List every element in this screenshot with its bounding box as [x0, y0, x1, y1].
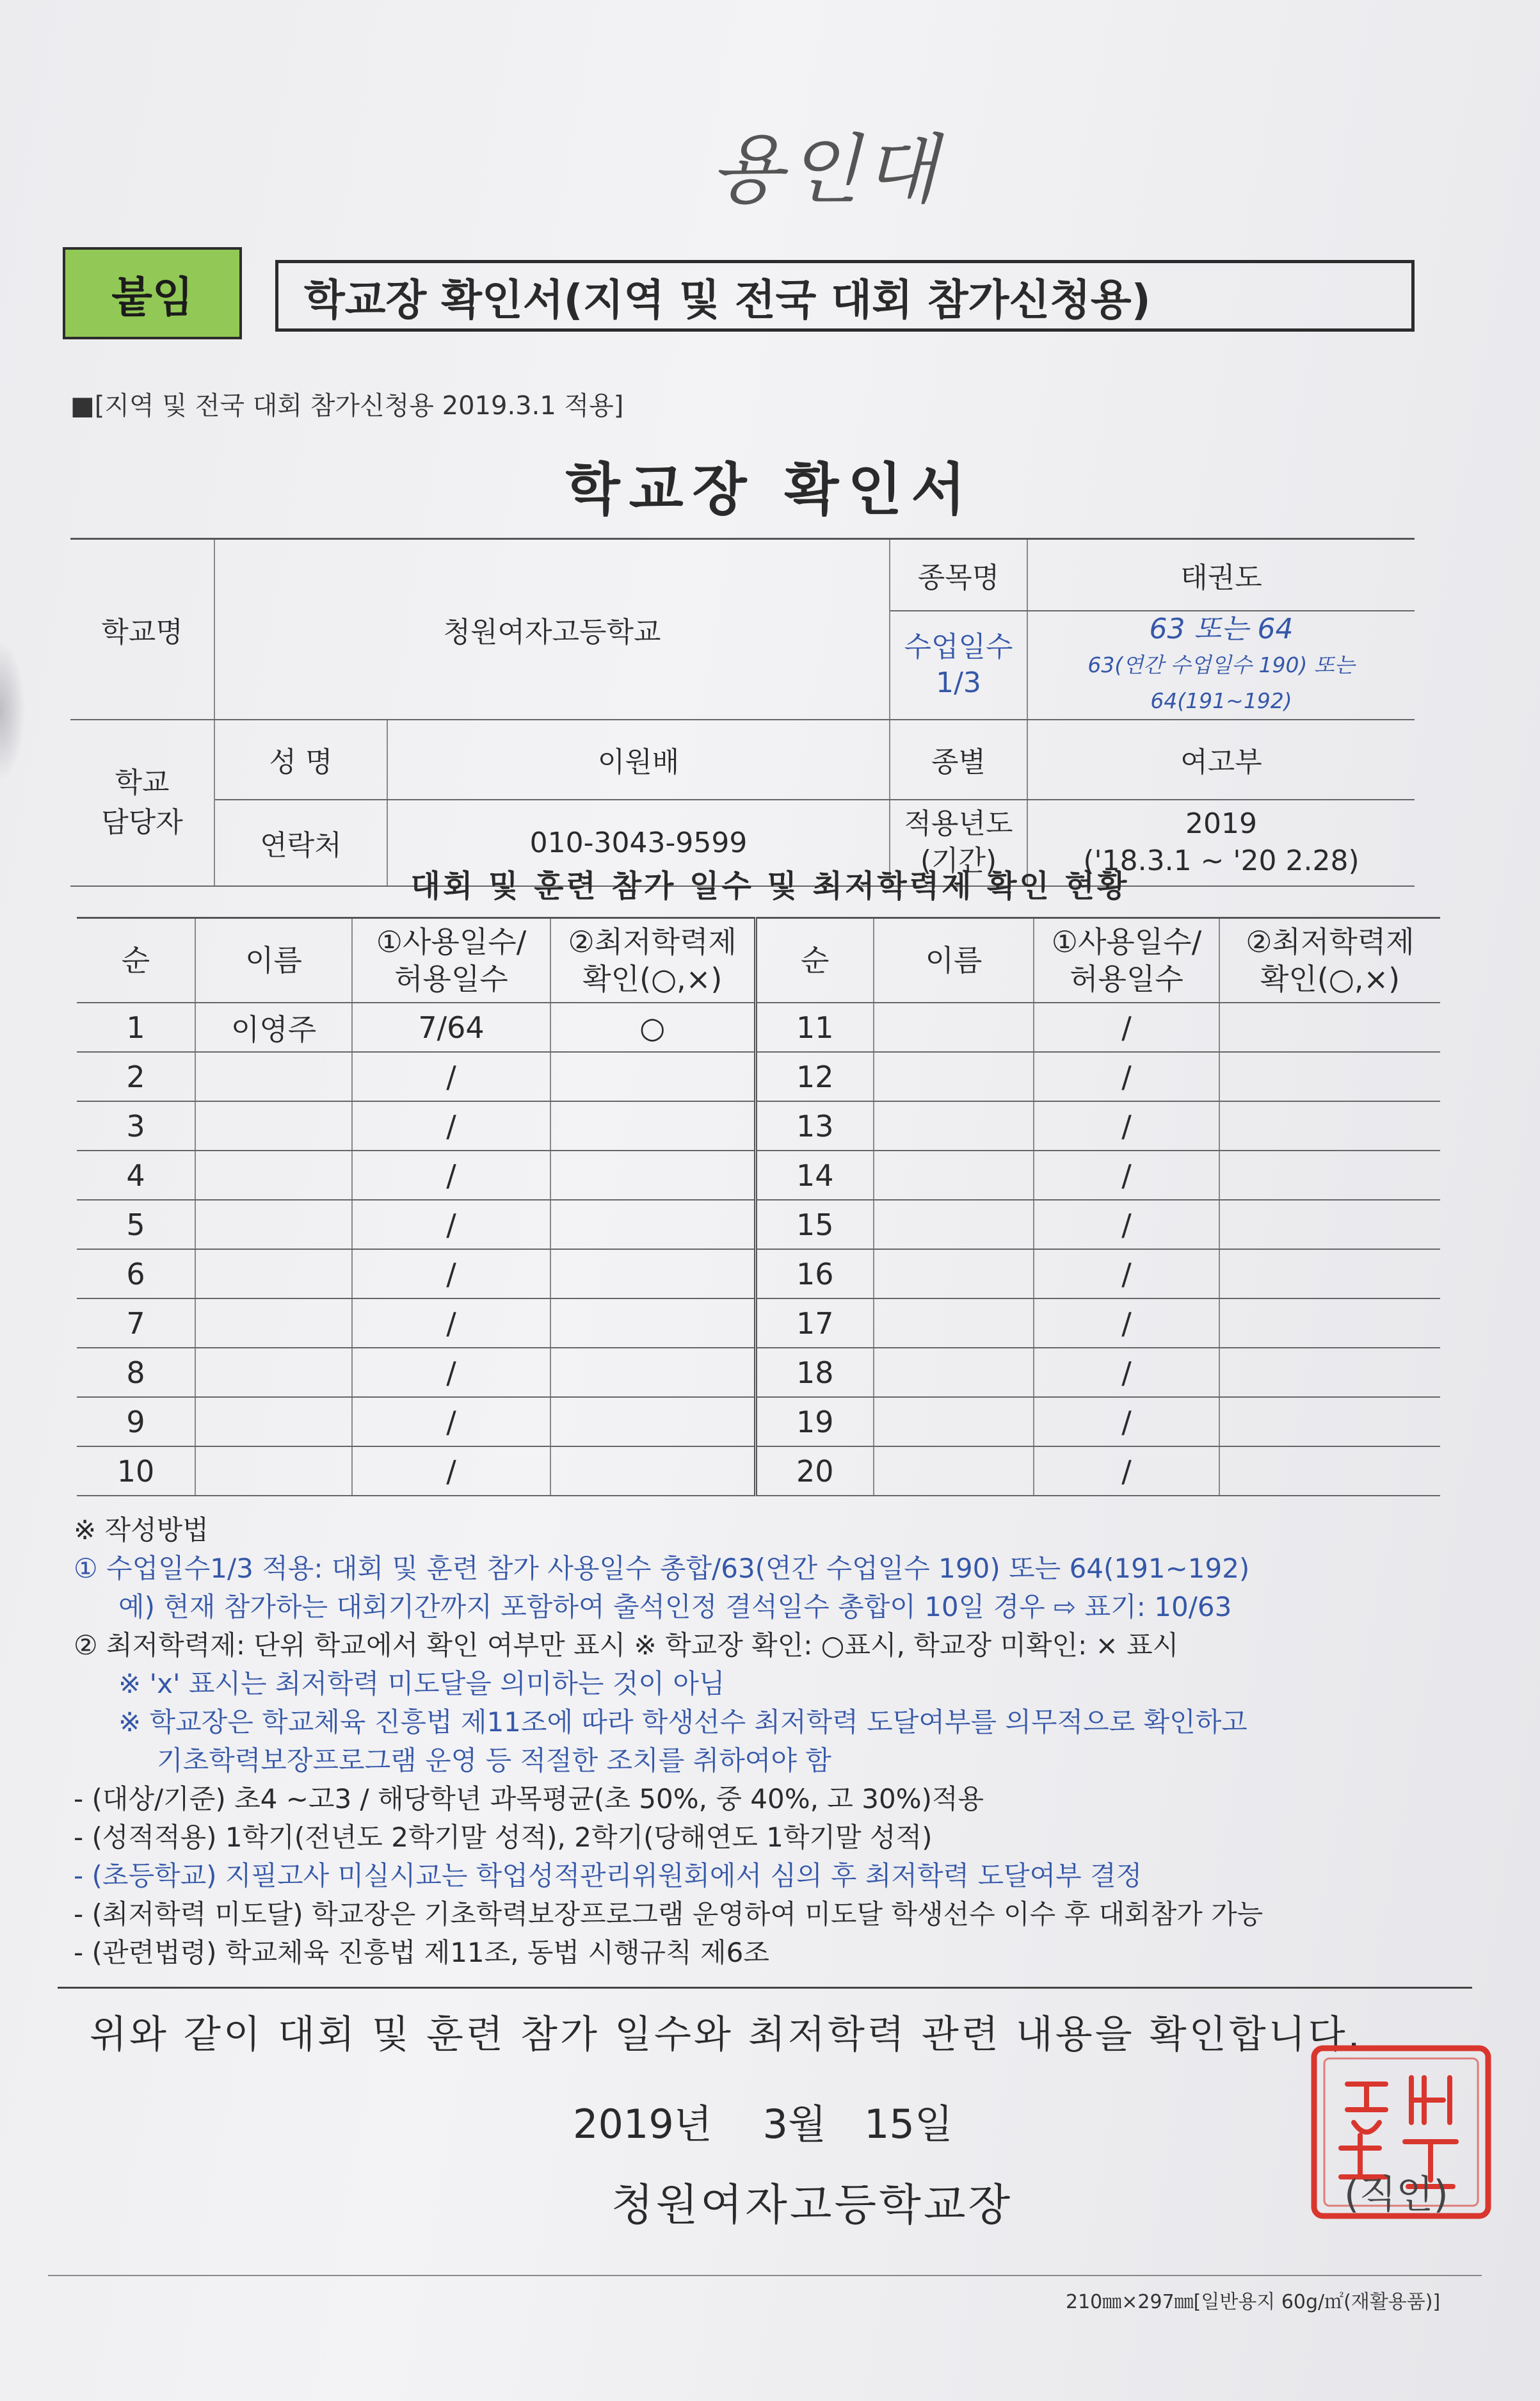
min-check — [1219, 1348, 1440, 1397]
footer-line — [48, 2275, 1482, 2276]
participant-row — [77, 1348, 1440, 1397]
row-number: 6 — [77, 1249, 195, 1298]
name-label: 성 명 — [214, 720, 387, 800]
participant-name — [874, 1200, 1034, 1249]
header-days-line1: ①사용일수/ — [376, 925, 527, 959]
row-number: 1 — [77, 1003, 195, 1052]
section-title: 대회 및 훈련 참가 일수 및 최저학력제 확인 현황 — [410, 868, 1130, 904]
days-used: / — [352, 1446, 550, 1496]
min-check — [1219, 1249, 1440, 1298]
participant-name: 이영주 — [195, 1003, 352, 1052]
days-used: / — [352, 1249, 550, 1298]
school-label: 학교명 — [70, 539, 214, 720]
days-used: / — [1034, 1101, 1219, 1151]
min-check — [1219, 1052, 1440, 1101]
row-number: 14 — [755, 1151, 874, 1200]
header-name-left: 이름 — [195, 918, 352, 1003]
min-check — [550, 1446, 755, 1496]
participant-name — [874, 1397, 1034, 1446]
year-label-line1: 적용년도 — [904, 807, 1013, 840]
header-days-line2: 허용일수 — [1070, 962, 1183, 996]
participant-name — [195, 1052, 352, 1101]
days-used: / — [1034, 1249, 1219, 1298]
detail-4: - (최저학력 미도달) 학교장은 기초학력보장프로그램 운영하여 미도달 학생선수 이수 후 대회참가 가능 — [74, 1898, 1263, 1930]
row-number: 3 — [77, 1101, 195, 1151]
participant-name — [874, 1446, 1034, 1496]
handwritten-note: 용인대 — [710, 125, 941, 214]
days-label-line1: 수업일수 — [904, 630, 1013, 663]
min-check — [550, 1397, 755, 1446]
participant-row — [77, 1200, 1440, 1249]
days-used: / — [1034, 1200, 1219, 1249]
paper-spec-footer: 210㎜×297㎜[일반용지 60g/㎡(재활용품)] — [1066, 2291, 1441, 2313]
category-value: 여고부 — [1027, 720, 1415, 800]
days-used: / — [352, 1200, 550, 1249]
instructions — [74, 1511, 1482, 1972]
note-1a: ① 수업일수1/3 적용: 대회 및 훈련 참가 사용일수 총합/63(연간 수업일수 190) 또는 64(191~192) — [74, 1553, 1250, 1584]
row-number: 5 — [77, 1200, 195, 1249]
school-name: 청원여자고등학교 — [214, 539, 890, 720]
participant-row — [77, 1052, 1440, 1101]
header-min-right — [1219, 918, 1440, 1003]
header-title: 학교장 확인서(지역 및 전국 대회 참가신청용) — [275, 260, 1415, 332]
min-check — [1219, 1200, 1440, 1249]
form-subheader: ■[지역 및 전국 대회 참가신청용 2019.3.1 적용] — [70, 391, 624, 421]
header-days-left — [352, 918, 550, 1003]
min-check — [1219, 1003, 1440, 1052]
header-min-left — [550, 918, 755, 1003]
row-number: 15 — [755, 1200, 874, 1249]
attachment-badge: 붙임 — [63, 247, 242, 339]
row-number: 17 — [755, 1298, 874, 1348]
manager-label-line1: 학교 — [115, 766, 170, 799]
participant-name — [195, 1348, 352, 1397]
participant-name — [874, 1052, 1034, 1101]
min-check — [550, 1151, 755, 1200]
name-value: 이원배 — [387, 720, 890, 800]
days-used: / — [1034, 1003, 1219, 1052]
header-name-right: 이름 — [874, 918, 1034, 1003]
header-no-right: 순 — [755, 918, 874, 1003]
divider-line — [58, 1987, 1472, 1989]
participant-name — [874, 1348, 1034, 1397]
participant-name — [874, 1003, 1034, 1052]
participant-row — [77, 1397, 1440, 1446]
detail-5: - (관련법령) 학교체육 진흥법 제11조, 동법 시행규칙 제6조 — [74, 1937, 769, 1968]
info-table — [70, 538, 1415, 887]
days-used: / — [1034, 1151, 1219, 1200]
min-check: ○ — [550, 1003, 755, 1052]
header-days-right — [1034, 918, 1219, 1003]
category-label: 종별 — [890, 720, 1027, 800]
row-number: 16 — [755, 1249, 874, 1298]
header-min-line2: 확인(○,×) — [1260, 962, 1400, 996]
participants-table — [77, 917, 1440, 1496]
issue-date: 2019년 3월 15일 — [573, 2101, 953, 2147]
note-2c: ※ 학교장은 학교체육 진흥법 제11조에 따라 학생선수 최저학력 도달여부를 의무적으로 확인하고 — [118, 1706, 1247, 1738]
row-number: 19 — [755, 1397, 874, 1446]
days-used: / — [1034, 1348, 1219, 1397]
row-number: 7 — [77, 1298, 195, 1348]
participant-row — [77, 1151, 1440, 1200]
min-check — [550, 1101, 755, 1151]
header-days-line2: 허용일수 — [394, 962, 508, 996]
participant-name — [874, 1101, 1034, 1151]
notes-title: ※ 작성방법 — [74, 1514, 209, 1546]
participant-name — [874, 1151, 1034, 1200]
participant-row — [77, 1298, 1440, 1348]
min-check — [1219, 1446, 1440, 1496]
note-2b: ※ 'x' 표시는 최저학력 미도달을 의미하는 것이 아님 — [118, 1668, 725, 1699]
days-used: / — [1034, 1446, 1219, 1496]
days-value — [1027, 611, 1415, 720]
participant-name — [195, 1101, 352, 1151]
row-number: 12 — [755, 1052, 874, 1101]
header-min-line2: 확인(○,×) — [582, 962, 723, 996]
row-number: 4 — [77, 1151, 195, 1200]
page-shadow — [0, 640, 26, 781]
participant-name — [195, 1446, 352, 1496]
days-label — [890, 611, 1027, 720]
min-check — [550, 1200, 755, 1249]
min-check — [550, 1298, 755, 1348]
header-no-left: 순 — [77, 918, 195, 1003]
participant-row — [77, 1446, 1440, 1496]
days-value-line1: 63 또는 64 — [1149, 612, 1294, 645]
confirmation-text: 위와 같이 대회 및 훈련 참가 일수와 최저학력 관련 내용을 확인합니다. — [90, 2012, 1363, 2057]
participant-row — [77, 1101, 1440, 1151]
seal-label: (직인) — [1344, 2172, 1448, 2217]
days-used: / — [352, 1348, 550, 1397]
days-used: / — [352, 1052, 550, 1101]
days-label-line2: 1/3 — [936, 666, 981, 699]
days-used: / — [352, 1397, 550, 1446]
detail-1: - (대상/기준) 초4 ~고3 / 해당학년 과목평균(초 50%, 중 40%, 고 30%)적용 — [74, 1783, 984, 1815]
days-used: / — [352, 1101, 550, 1151]
min-check — [1219, 1151, 1440, 1200]
participant-name — [195, 1397, 352, 1446]
days-used: / — [352, 1298, 550, 1348]
days-used: / — [1034, 1298, 1219, 1348]
header-min-line1: ②최저학력제 — [568, 925, 737, 959]
row-number: 18 — [755, 1348, 874, 1397]
days-used: / — [352, 1151, 550, 1200]
note-1b: 예) 현재 참가하는 대회기간까지 포함하여 출석인정 결석일수 총합이 10일 경우 ⇨ 표기: 10/63 — [118, 1591, 1232, 1622]
min-check — [550, 1249, 755, 1298]
min-check — [1219, 1298, 1440, 1348]
row-number: 10 — [77, 1446, 195, 1496]
row-number: 11 — [755, 1003, 874, 1052]
days-value-line2: 63(연간 수업일수 190) 또는 64(191~192) — [1087, 652, 1355, 713]
participant-name — [195, 1298, 352, 1348]
period: ('18.3.1 ~ '20 2.28) — [1083, 845, 1360, 877]
participant-name — [195, 1151, 352, 1200]
row-number: 13 — [755, 1101, 874, 1151]
participant-name — [874, 1249, 1034, 1298]
sport-label: 종목명 — [890, 539, 1027, 611]
page-title: 학교장 확인서 — [565, 457, 975, 522]
year: 2019 — [1185, 807, 1257, 840]
min-check — [550, 1052, 755, 1101]
manager-label-line2: 담당자 — [101, 805, 183, 839]
header-days-line1: ①사용일수/ — [1051, 925, 1202, 959]
contact-label: 연락처 — [214, 800, 387, 886]
detail-2: - (성적적용) 1학기(전년도 2학기말 성적), 2학기(당해연도 1학기말 성적) — [74, 1822, 933, 1853]
year-label-line2: (기간) — [920, 845, 997, 877]
participant-name — [195, 1200, 352, 1249]
row-number: 20 — [755, 1446, 874, 1496]
detail-3: - (초등학교) 지필고사 미실시교는 학업성적관리위원회에서 심의 후 최저학력 도달여부 결정 — [74, 1860, 1143, 1891]
min-check — [550, 1348, 755, 1397]
participant-name — [874, 1298, 1034, 1348]
participant-row — [77, 1003, 1440, 1052]
sport-value: 태권도 — [1027, 539, 1415, 611]
days-used: / — [1034, 1052, 1219, 1101]
min-check — [1219, 1101, 1440, 1151]
days-used: 7/64 — [352, 1003, 550, 1052]
note-2d: 기초학력보장프로그램 운영 등 적절한 조치를 취하여야 함 — [157, 1745, 831, 1776]
note-2a: ② 최저학력제: 단위 학교에서 확인 여부만 표시 ※ 학교장 확인: ○표시, 학교장 미확인: × 표시 — [74, 1629, 1179, 1661]
participant-name — [195, 1249, 352, 1298]
row-number: 2 — [77, 1052, 195, 1101]
row-number: 8 — [77, 1348, 195, 1397]
participant-row — [77, 1249, 1440, 1298]
min-check — [1219, 1397, 1440, 1446]
principal-title: 청원여자고등학교장 — [611, 2180, 1013, 2231]
row-number: 9 — [77, 1397, 195, 1446]
header-min-line1: ②최저학력제 — [1246, 925, 1415, 959]
days-used: / — [1034, 1397, 1219, 1446]
contact-value: 010-3043-9599 — [387, 800, 890, 886]
